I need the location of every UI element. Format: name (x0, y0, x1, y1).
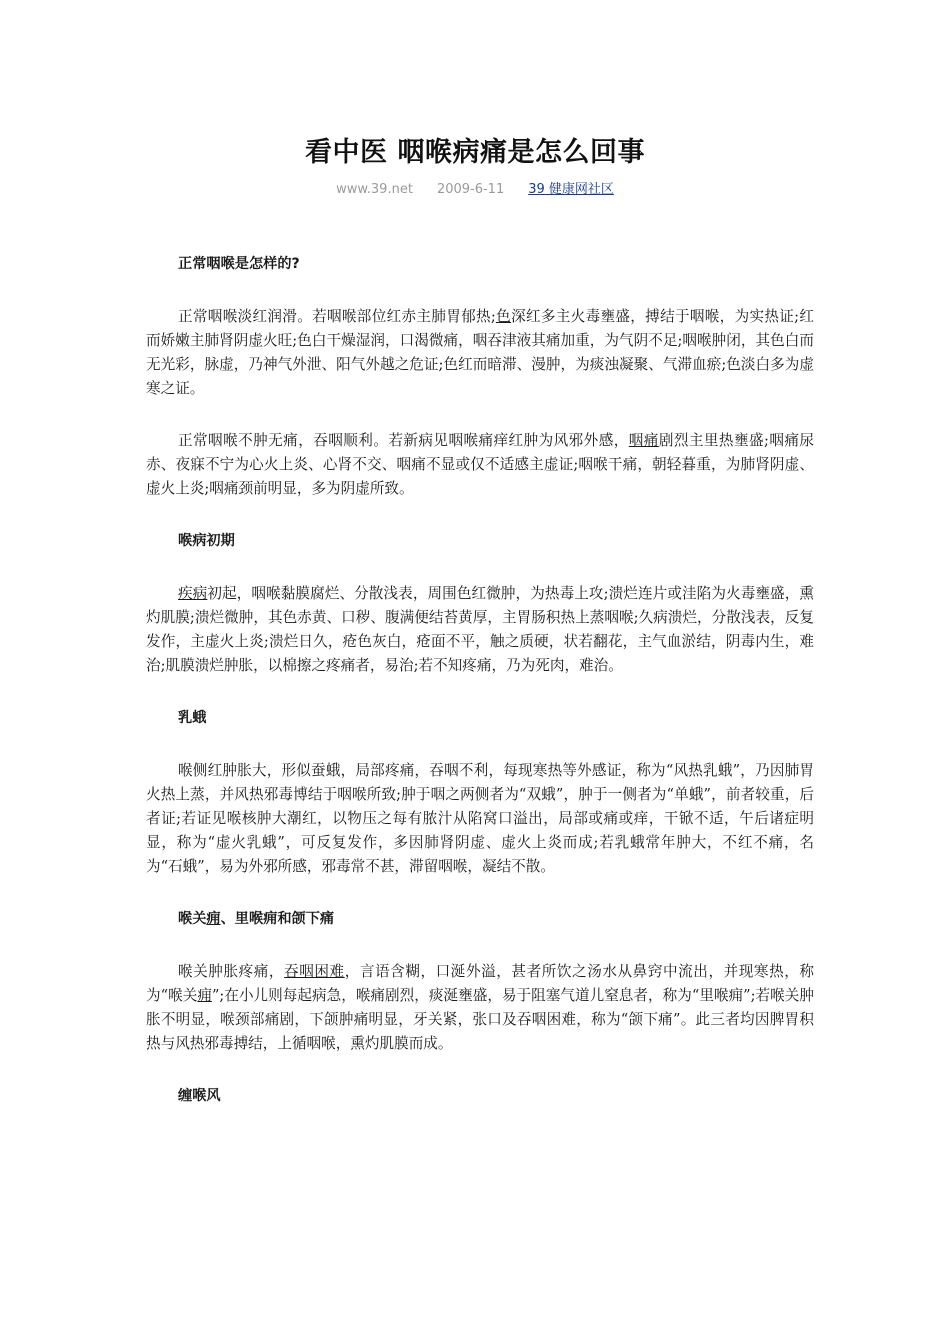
paragraph-text: 初起，咽喉黏膜腐烂、分散浅表，周围色红微肿，为热毒上攻;溃烂连片或洼陷为火毒壅盛，熏灼肌膜;溃烂微肿，其色赤黄、口秽、腹满便结苔黄厚，主胃肠积热上蒸咽喉;久病溃烂，分散浅表，反复发作，主虚火上炎;溃烂日久，疮色灰白，疮面不平，触之质硬，状若翻花，主气血淤结，阴毒内生，难治;肌膜溃烂肿胀，以棉擦之疼痛者，易治;若不知疼痛，乃为死肉，难治。 (146, 585, 814, 674)
article-meta (0, 178, 950, 197)
paragraph-text: 正常咽喉不肿无痛，吞咽顺利。若新病见咽喉痛痒红肿为风邪外感， (178, 432, 629, 449)
heading-text: 喉关 (178, 911, 207, 927)
section-heading: 喉病初期 (178, 533, 235, 549)
paragraph-text: 剧烈主里热壅盛;咽痛尿赤、夜寐不宁为心火上炎、心肾不交、咽痛不显或仅不适感主虚证;咽喉干痛，朝轻暮重，为肺肾阴虚、虚火上炎;咽痛颈前明显，多为阴虚所致。 (146, 432, 814, 497)
inline-link[interactable]: 色 (495, 308, 512, 325)
paragraph (146, 429, 814, 501)
page-title: 看中医 咽喉病痛是怎么回事 (305, 137, 645, 168)
inline-link[interactable]: 咽痛 (628, 432, 659, 449)
community-link[interactable]: 39 健康网社区 (528, 182, 614, 197)
paragraph (146, 305, 814, 401)
paragraph-text: 喉关肿胀疼痛， (178, 963, 285, 980)
paragraph-text: 正常咽喉淡红润滑。若咽喉部位红赤主肺胃郁热; (178, 308, 496, 325)
publish-date: 2009-6-11 (436, 182, 505, 197)
paragraph (146, 960, 814, 1056)
inline-link[interactable]: 吞咽困难 (284, 963, 345, 980)
section-heading: 正常咽喉是怎样的? (178, 256, 300, 272)
section-heading: 乳蛾 (178, 710, 207, 726)
paragraph (146, 582, 814, 678)
section-heading (146, 907, 814, 931)
inline-link[interactable]: 疾病 (178, 585, 208, 602)
heading-text: 、里喉痈和颌下痛 (220, 911, 335, 927)
site-url: www.39.net (336, 182, 413, 197)
article-body (146, 236, 814, 1137)
section-heading: 缠喉风 (178, 1088, 221, 1104)
inline-link[interactable]: 痈 (197, 987, 212, 1004)
inline-link[interactable]: 痈 (206, 911, 221, 927)
paragraph-text: 深红多主火毒壅盛，搏结于咽喉，为实热证;红而娇嫩主肺肾阴虚火旺;色白干燥湿润，口渴微痛，咽吞津液其痛加重，为气阴不足;咽喉肿闭，其色白而无光彩，脉虚，乃神气外泄、阳气外越之危证;色红而暗滞、漫肿，为痰浊凝聚、气滞血瘀;色淡白多为虚寒之证。 (146, 308, 814, 397)
paragraph-text: ，言语含糊，口涎外溢，甚者所饮之汤水从鼻窍中流出，并现寒热，称为“喉关 (146, 963, 814, 1004)
paragraph-text: ”;在小儿则每起病急，喉痛剧烈，痰涎壅盛，易于阻塞气道儿窒息者，称为“里喉痈”;若喉关肿胀不明显，喉颈部痛剧，下颌肿痛明显，牙关紧，张口及吞咽困难，称为“颌下痛”。此三者均因脾胃积热与风热邪毒搏结，上循咽喉，熏灼肌膜而成。 (146, 987, 814, 1052)
paragraph: 喉侧红肿胀大，形似蚕蛾，局部疼痛，吞咽不利，每现寒热等外感证，称为“风热乳蛾”，乃因肺胃火热上蒸，并风热邪毒博结于咽喉所致;肿于咽之两侧者为“双蛾”，肿于一侧者为“单蛾”，前者较重，后者证;若证见喉核肿大潮红，以物压之每有脓汁从陷窝口溢出，局部或痛或痒，干锨不适，午后诸症明显，称为“虚火乳蛾”，可反复发作，多因肺肾阴虚、虚火上炎而成;若乳蛾常年肿大，不红不痛，名为“石蛾”，易为外邪所感，邪毒常不甚，滞留咽喉，凝结不散。 (146, 762, 814, 875)
